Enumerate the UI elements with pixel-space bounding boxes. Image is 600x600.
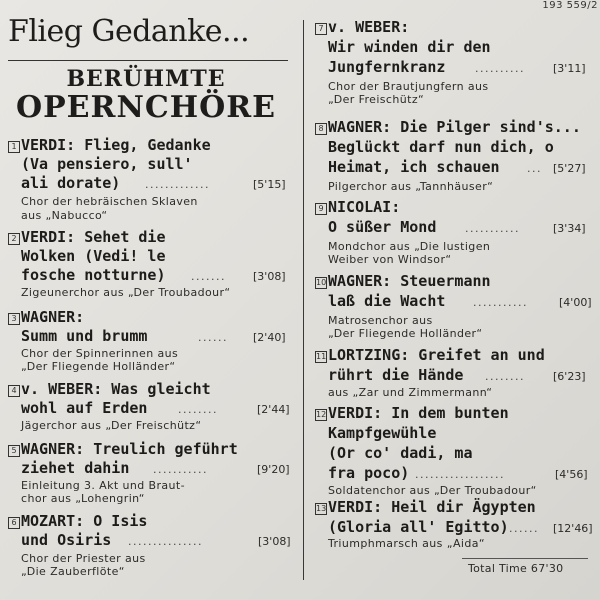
track-subtitle: Mondchor aus „Die lustigen [328,240,491,253]
track-number-box: 11 [316,352,327,361]
leader-dots: ........... [473,296,528,309]
track-title-line: MOZART: O Isis [21,512,148,530]
track-subtitle: „Die Zauberflöte“ [21,565,125,578]
track-title-line: rührt die Hände [328,366,464,384]
track-subtitle: „Der Fliegende Holländer“ [21,360,176,373]
track-title-line: NICOLAI: [328,198,401,216]
track-title-line: laß die Wacht [328,292,446,310]
track-title-line: VERDI: In dem bunten [328,404,509,422]
album-title-line1: BERÜHMTE [66,66,226,92]
track-title-line: (Or co' dadi, ma [328,444,473,462]
track-duration: [5'27] [553,162,586,175]
track-number-box: 7 [315,23,327,35]
track-title-line: VERDI: Sehet die [21,228,166,246]
title-divider [8,60,288,61]
track-duration: [6'23] [553,370,586,383]
track-number-box: 1 [8,141,20,153]
track-title-line: Heimat, ich schauen [328,158,500,176]
track-title-line: (Va pensiero, sull' [21,155,193,173]
album-title-script: Flieg Gedanke... [8,14,250,49]
track-subtitle: Einleitung 3. Akt und Braut- [21,479,185,492]
track-title-line: Beglückt darf nun dich, o [328,138,554,156]
track-title-line: fosche notturne) [21,266,166,284]
track-duration: [3'08] [253,270,286,283]
track-title-line: (Gloria all' Egitto) [328,518,509,536]
leader-dots: ... [527,162,542,175]
track-title-line: und Osiris [21,531,112,549]
catalog-number: 193 559/2 [542,0,598,11]
column-divider [303,20,304,580]
track-number-box: 2 [8,233,20,245]
track-title-line: Jungfernkranz [328,58,446,76]
track-subtitle: Zigeunerchor aus „Der Troubadour“ [21,286,231,299]
track-duration: [4'00] [559,296,592,309]
leader-dots: ............. [145,178,210,191]
track-subtitle: Weiber von Windsor“ [328,253,452,266]
leader-dots: ...... [198,331,228,344]
track-subtitle: „Der Fliegende Holländer“ [328,327,483,340]
track-title-line: WAGNER: [21,308,85,326]
track-number-box: 8 [315,123,327,135]
leader-dots: ........ [485,370,525,383]
album-title-line2: OPERNCHÖRE [15,90,277,125]
track-number-box: 5 [8,445,20,457]
total-time-divider [462,558,588,559]
leader-dots: ...... [509,522,539,535]
track-title-line: VERDI: Heil dir Ägypten [328,498,536,516]
leader-dots: ........ [178,403,218,416]
leader-dots: .......... [475,62,525,75]
track-subtitle: Triumphmarsch aus „Aida“ [328,537,485,550]
track-number-box: 13 [316,504,327,513]
track-number-box: 10 [316,278,327,287]
track-subtitle: Soldatenchor aus „Der Troubadour“ [328,484,537,497]
track-duration: [4'56] [555,468,588,481]
track-number-box: 9 [315,203,327,215]
track-title-line: O süßer Mond [328,218,437,236]
track-title-line: Summ und brumm [21,327,148,345]
track-subtitle: Matrosenchor aus [328,314,433,327]
track-number-box: 6 [8,517,20,529]
total-time: Total Time 67'30 [468,562,564,575]
track-subtitle: Chor der Spinnerinnen aus [21,347,179,360]
track-title-line: fra poco) [328,464,410,482]
track-subtitle: Chor der hebräischen Sklaven [21,195,198,208]
track-duration: [2'44] [257,403,290,416]
leader-dots: ............... [128,535,203,548]
track-subtitle: Pilgerchor aus „Tannhäuser“ [328,180,494,193]
track-number-box: 12 [316,410,327,419]
track-title-line: wohl auf Erden [21,399,148,417]
track-duration: [3'08] [258,535,291,548]
track-subtitle: Chor der Priester aus [21,552,146,565]
track-duration: [5'15] [253,178,286,191]
track-title-line: ali dorate) [21,174,121,192]
track-title-line: ziehet dahin [21,459,130,477]
track-duration: [2'40] [253,331,286,344]
track-duration: [3'11] [553,62,586,75]
track-subtitle: aus „Zar und Zimmermann“ [328,386,493,399]
track-subtitle: Chor der Brautjungfern aus [328,80,489,93]
track-title-line: VERDI: Flieg, Gedanke [21,136,211,154]
track-subtitle: Jägerchor aus „Der Freischütz“ [21,419,202,432]
leader-dots: ....... [191,270,226,283]
track-subtitle: aus „Nabucco“ [21,209,108,222]
track-title-line: Wir winden dir den [328,38,491,56]
leader-dots: ........... [153,463,208,476]
track-duration: [9'20] [257,463,290,476]
track-title-line: Kampfgewühle [328,424,437,442]
track-title-line: v. WEBER: [328,18,410,36]
track-title-line: LORTZING: Greifet an und [328,346,545,364]
leader-dots: ........... [465,222,520,235]
track-number-box: 3 [8,313,20,325]
track-subtitle: chor aus „Lohengrin“ [21,492,145,505]
track-title-line: WAGNER: Treulich geführt [21,440,238,458]
track-title-line: WAGNER: Steuermann [328,272,491,290]
track-title-line: v. WEBER: Was gleicht [21,380,211,398]
leader-dots: .................. [415,468,505,481]
track-number-box: 4 [8,385,20,397]
track-duration: [3'34] [553,222,586,235]
track-subtitle: „Der Freischütz“ [328,93,425,106]
track-title-line: WAGNER: Die Pilger sind's... [328,118,581,136]
track-title-line: Wolken (Vedi! le [21,247,166,265]
track-duration: [12'46] [553,522,593,535]
